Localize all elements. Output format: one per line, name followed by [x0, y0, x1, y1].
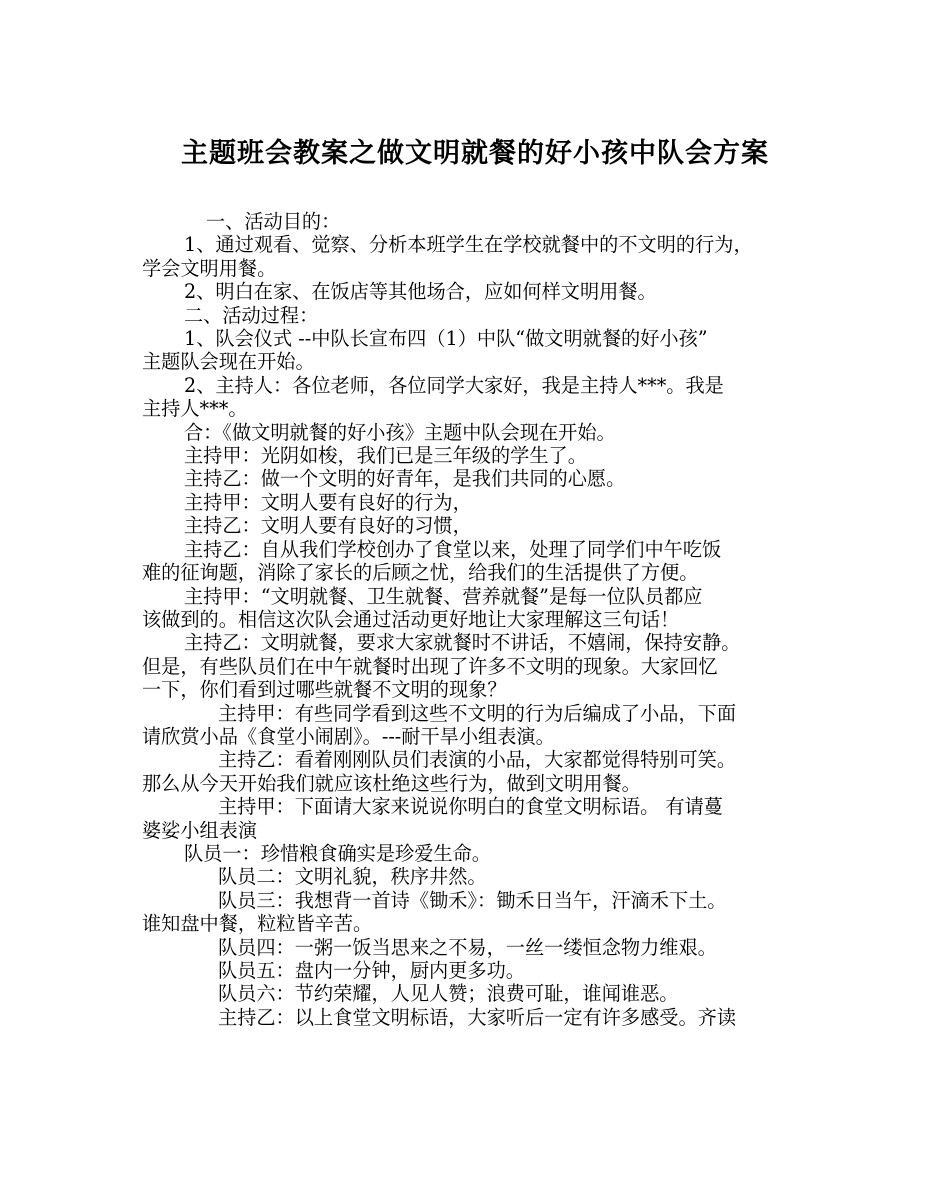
body-line: 难的征询题，消除了家长的后顾之忧，给我们的生活提供了方便。: [142, 561, 699, 585]
body-line: 队员四：一粥一饭当思来之不易，一丝一缕恒念物力维艰。: [218, 935, 717, 959]
body-line: 主持甲：“文明就餐、卫生就餐、营养就餐”是每一位队员都应: [184, 584, 703, 608]
body-line: 1、队会仪式 --中队长宣布四（1）中队“做文明就餐的好小孩”: [184, 327, 708, 351]
document-title: 主题班会教案之做文明就餐的好小孩中队会方案: [181, 138, 769, 169]
body-line: 婆娑小组表演: [142, 818, 258, 842]
body-line: 但是，有些队员们在中午就餐时出现了许多不文明的现象。大家回忆: [142, 654, 718, 678]
body-line: 队员六：节约荣耀，人见人赞；浪费可耻，谁闻谁恶。: [218, 982, 679, 1006]
body-line: 队员三：我想背一首诗《锄禾》：锄禾日当午，汗滴禾下土。: [218, 888, 727, 912]
body-line: 主持甲：光阴如梭，我们已是三年级的学生了。: [184, 444, 587, 468]
body-line: 主持乙：自从我们学校创办了食堂以来，处理了同学们中午吃饭: [184, 537, 722, 561]
body-line: 主持甲：有些同学看到这些不文明的行为后编成了小品，下面: [218, 701, 737, 725]
body-line: 一、活动目的：: [206, 210, 341, 233]
body-line: 那么从今天开始我们就应该杜绝这些行为，做到文明用餐。: [142, 771, 641, 795]
body-line: 谁知盘中餐，粒粒皆辛苦。: [142, 912, 373, 936]
body-line: 主持人***。: [142, 397, 248, 421]
body-line: 主持乙：文明人要有良好的习惯，: [184, 514, 472, 538]
body-line: 二、活动过程：: [184, 303, 319, 327]
body-line: 请欣赏小品《食堂小闹剧》。---耐干旱小组表演。: [142, 724, 555, 748]
body-line: 学会文明用餐。: [142, 256, 277, 280]
body-line: 2、主持人：各位老师，各位同学大家好，我是主持人***。我是: [184, 373, 724, 397]
body-line: 主持甲：文明人要有良好的行为，: [184, 490, 472, 514]
body-line: 队员一：珍惜粮食确实是珍爱生命。: [184, 841, 491, 865]
body-line: 主持甲：下面请大家来说说你明白的食堂文明标语。 有请蔓: [218, 795, 723, 819]
body-line: 2、明白在家、在饭店等其他场合，应如何样文明用餐。: [184, 280, 657, 304]
body-line: 1、通过观看、觉察、分析本班学生在学校就餐中的不文明的行为，: [184, 233, 753, 257]
document-body: [142, 210, 812, 1029]
body-line: 队员五：盘内一分钟，厨内更多功。: [218, 959, 525, 982]
body-line: 该做到的。相信这次队会通过活动更好地让大家理解这三句话！: [142, 607, 680, 631]
body-line: 主持乙：文明就餐，要求大家就餐时不讲话，不嬉闹，保持安静。: [184, 631, 741, 655]
body-line: 队员二：文明礼貌，秩序井然。: [218, 865, 487, 889]
body-line: 一下，你们看到过哪些就餐不文明的现象？: [142, 678, 507, 702]
body-line: 主持乙：看着刚刚队员们表演的小品，大家都觉得特别可笑。: [218, 748, 737, 772]
body-line: 主题队会现在开始。: [142, 350, 315, 374]
body-line: 主持乙：做一个文明的好青年，是我们共同的心愿。: [184, 467, 626, 491]
body-line: 合：《做文明就餐的好小孩》主题中队会现在开始。: [184, 420, 616, 444]
body-line: 主持乙：以上食堂文明标语，大家听后一定有许多感受。齐读: [218, 1005, 737, 1029]
